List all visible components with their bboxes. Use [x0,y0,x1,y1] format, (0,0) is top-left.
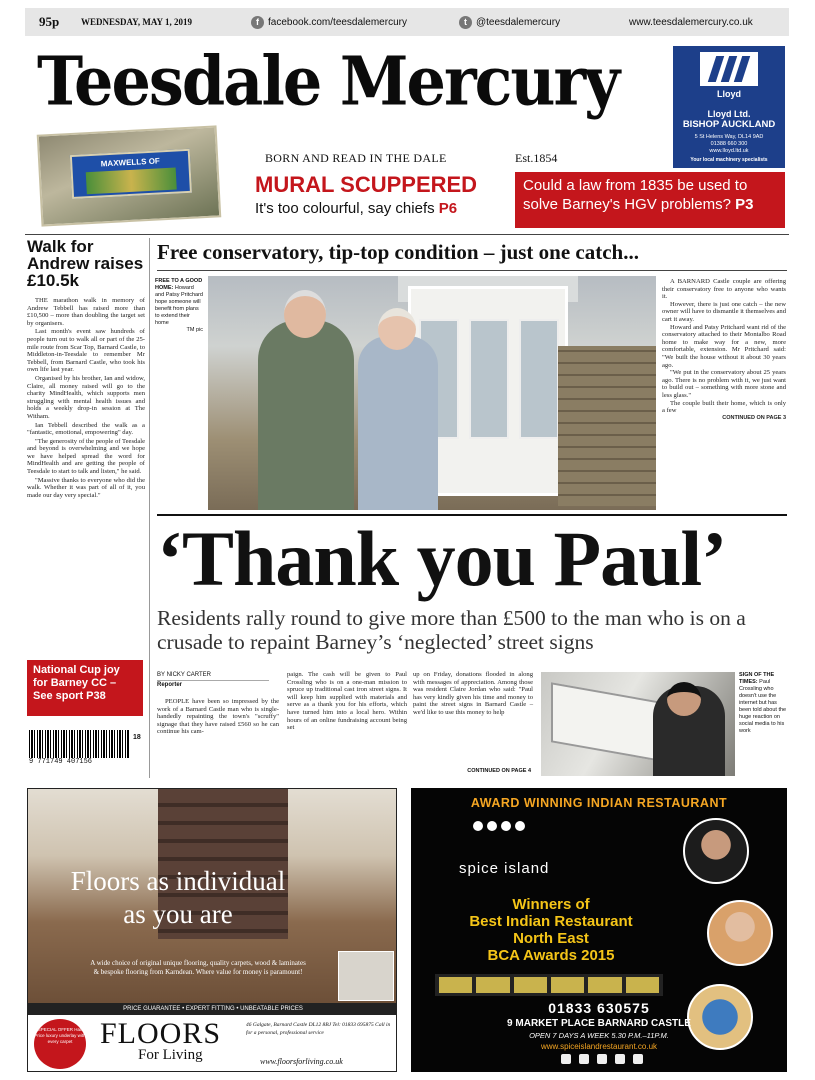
byline [157,671,269,690]
twitter-label: @teesdalemercury [476,16,561,28]
facebook-label: facebook.com/teesdalemercury [268,16,407,28]
masthead-title: Teesdale Mercury [37,42,619,121]
issue-date: WEDNESDAY, MAY 1, 2019 [81,17,192,27]
lloyd-brand: Lloyd [717,89,741,99]
floors-thumbnail [338,951,394,1001]
spice-award: AWARD WINNING INDIAN RESTAURANT [470,796,728,810]
lloyd-advert[interactable] [673,46,785,168]
lloyd-company: Lloyd Ltd. [707,109,751,119]
byline-role: Reporter [157,680,269,690]
column-divider [149,238,150,778]
masthead-tagline: BORN AND READ IN THE DALE [265,151,447,165]
paul-caption: SIGN OF THE TIMES: Paul Crossling who doesn't use the internet but has been told about the huge reaction on social media to his work [739,672,787,734]
shop-sign-text: MAXWELLS OF [100,156,161,169]
main-body-col2: paign. The cash will be given to Paul Crossling who is on a one-man mission to spruce up traditional cast iron street signs. It will keep him supplied with materials and serve as a thank you for his efforts, which have turned him into a local hero. Within hours of an online fundraising account being set [287,671,407,732]
twitter-link[interactable] [459,16,629,29]
masthead-established: Est.1854 [515,151,558,165]
spice-phone[interactable]: 01833 630575 [548,1000,650,1016]
conservatory-body: A BARNARD Castle couple are offering their conservatory free to anyone who wants it. However, there is just one catch – the new owner will have to dismantle it themselves and cart it away. Howard and Patsy Pritchard want rid of the conservatory attached to their Montalbo Road home to make way for a new, more comfortable, extension. Mr Pritchard said: "We built the house without it about 30 years ago. "We put in the conservatory about 25 years ago. There is no problem with it, we just want to build out – something with more stone and less glass." The couple built their home, which is only a few CONTINUED ON PAGE 3 [662,278,786,421]
spice-address: 9 MARKET PLACE BARNARD CASTLE [507,1018,691,1029]
facebook-icon[interactable] [561,1054,571,1064]
floors-guarantee: PRICE GUARANTEE • EXPERT FITTING • UNBEATABLE PRICES [28,1003,397,1015]
sport-teaser[interactable]: National Cup joy for Barney CC – See sport P38 [27,660,143,716]
floors-headline: Floors as individual as you are [70,866,286,929]
spice-island-advert[interactable] [411,788,787,1072]
spice-name: spice island [459,860,550,877]
main-deck: Residents rally round to give more than £500 to the man who is on a crusade to repaint Barney’s ‘neglected’ street signs [157,606,746,654]
issue-number: 18 [133,734,141,741]
floors-website[interactable]: www.floorsforliving.co.uk [260,1057,343,1066]
lloyd-logo [700,52,758,86]
conservatory-continued[interactable]: CONTINUED ON PAGE 3 [722,414,786,421]
floors-offer-badge: SPECIAL OFFER Half Price luxury underlay with every carpet [34,1019,86,1069]
lloyd-slogan: Your local machinery specialists [690,157,768,163]
barcode-bars [29,730,129,758]
cover-price: 95p [39,14,60,29]
main-continued[interactable]: CONTINUED ON PAGE 4 [467,768,531,774]
facebook-icon: f [251,16,264,29]
yelp-icon[interactable] [633,1054,643,1064]
conservatory-photo[interactable] [208,276,656,510]
tripadvisor-icon[interactable] [615,1054,625,1064]
walk-headline: Walk for Andrew raises £10.5k [27,237,144,290]
spice-photo-diner [707,900,773,966]
law-teaser[interactable] [515,172,785,228]
instagram-icon[interactable] [597,1054,607,1064]
spice-logo-icon [471,818,551,858]
barcode [29,730,145,772]
mural-headline: MURAL SCUPPERED [255,172,478,197]
spice-social-icons [527,1054,677,1064]
barcode-number: 9 771749 407156 [29,758,93,766]
paul-photo[interactable] [541,672,735,776]
spice-photo-food [687,984,753,1050]
floors-advert[interactable] [27,788,397,1072]
lloyd-location: BISHOP AUCKLAND [682,119,776,130]
floors-address: 46 Galgate, Barnard Castle DL12 8BJ Tel: 01833 695875 Call in for a personal, professional service [246,1022,391,1036]
facebook-link[interactable] [251,16,459,29]
law-teaser-text: Could a law from 1835 be used to solve Barney's HGV problems? [523,177,748,213]
conservatory-headline[interactable]: Free conservatory, tip-top condition – just one catch... [157,240,639,264]
shop-sign [70,149,192,199]
spice-hours: OPEN 7 DAYS A WEEK 5.30 P.M.–11P.M. [529,1031,669,1040]
main-headline[interactable]: ‘Thank you Paul’ [157,515,727,602]
lloyd-phone: 01388 660 300 [710,141,748,147]
main-body-col3: up on Friday, donations flooded in along with messages of appreciation. Among those was resident Claire Jordan who said: "Paul has very kindly given his time and money to paint the street signs in Barnard Castle – we'd like to use this money to help [413,671,533,716]
lloyd-address: 5 St Helens Way, DL14 9AD [694,134,764,140]
floors-description: A wide choice of original unique flooring, quality carpets, wood & laminates & bespoke flooring from Karndean. Where value for money is paramount! [90,959,306,976]
byline-name: BY NICKY CARTER [157,672,212,678]
divider [157,270,787,271]
spice-award-logos [435,974,663,996]
top-info-bar [25,8,789,36]
lloyd-web: www.lloyd.ltd.uk [709,148,749,154]
spice-photo-chef [683,818,749,884]
promo-photo[interactable] [37,125,222,226]
spice-website[interactable]: www.spiceislandrestaurant.co.uk [540,1042,658,1051]
mural-page: P6 [438,200,458,217]
walk-story[interactable] [27,238,145,500]
photo-credit: TM pic [186,327,203,333]
website-link[interactable]: www.teesdalemercury.co.uk [629,16,753,28]
main-body-col1: PEOPLE have been so impressed by the work of a Barnard Castle man who is single-handedly repainting the town's "scruffy" signage that they have raised £560 so he can continue his cam- [157,698,279,736]
floors-brand-sub: For Living [138,1047,203,1063]
mural-subhead: It's too colourful, say chiefs P6 [255,200,458,217]
law-teaser-page: P3 [735,196,754,213]
walk-body: THE marathon walk in memory of Andrew Tebbell has raised more than £10,500 – more than doubling the target set by organisers. Last month's event saw hundreds of people turn out to walk all or part of the 25-mile route from Scar Top, Barnard Castle, to Middleton-in-Teesdale to remember Mr Tebbell, from Barnard Castle, who took his own life last year. Organised by his brother, Ian and widow, Claire, all money raised will go to the charity MindHealth, which supports men struggling with mental health issues and holds a weekly drop-in session at The Witham. Ian Tebbell described the walk as a "fantastic, emotional, empowering" day. "The generosity of the people of Teesdale and beyond is overwhelming and we hope we have helped spread the word for MindHealth and are getting the people of Teesdale to start to talk and listen," he said. "Massive thanks to everyone who did the walk. Whether it was part of all of it, you made our day very special." [27,297,145,499]
floors-brand: FLOORS [100,1017,222,1050]
mural-teaser[interactable] [255,172,503,228]
divider [25,234,789,235]
spice-winners: Winners of Best Indian Restaurant North East BCA Awards 2015 [469,896,633,964]
twitter-icon: t [459,16,472,29]
newspaper-front-page [25,8,789,1074]
conservatory-caption: FREE TO A GOOD HOME: Howard and Patsy Pritchard hope someone will benefit from plans to extend their home TM pic [155,278,203,333]
twitter-icon[interactable] [579,1054,589,1064]
